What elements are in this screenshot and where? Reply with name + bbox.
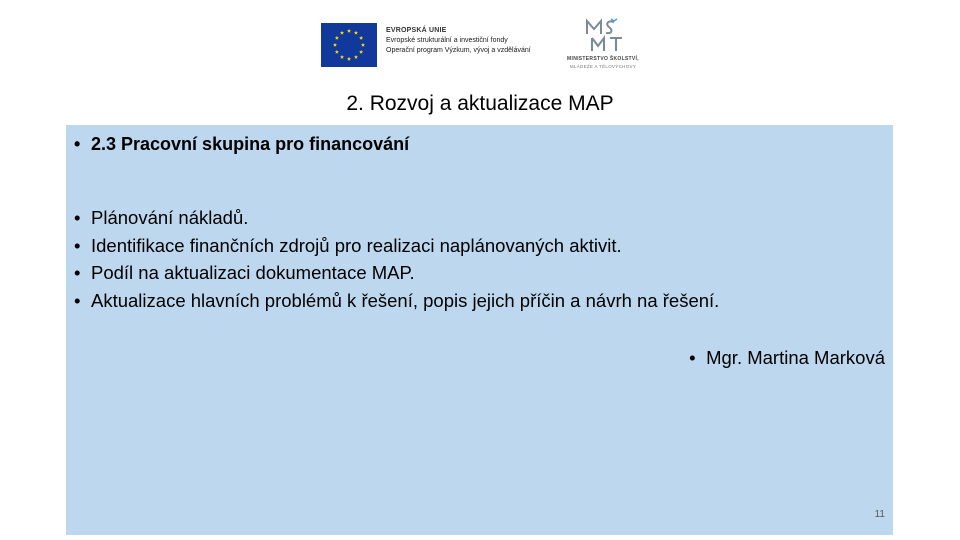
bullet-dot: • [689, 347, 696, 368]
msmt-caption [558, 56, 648, 70]
msmt-logo [558, 18, 648, 74]
eu-logo-title: EVROPSKÁ UNIE [386, 27, 447, 34]
list-item-text: Aktualizace hlavních problémů k řešení, popis jejich příčin a návrh na řešení. [91, 289, 720, 311]
signature [689, 347, 885, 369]
section-heading [74, 134, 409, 155]
list-item [74, 259, 719, 287]
eu-star-icon [335, 36, 339, 40]
eu-logo-text [386, 26, 556, 56]
eu-star-icon [361, 43, 365, 47]
list-item-text: Plánování nákladů. [91, 207, 249, 228]
eu-stars-icon [321, 23, 377, 67]
eu-star-icon [340, 55, 344, 59]
eu-logo-line3: Operační program Výzkum, vývoj a vzdělávání [386, 47, 531, 54]
eu-logo [318, 20, 550, 70]
list-item [74, 232, 719, 260]
bullet-dot: • [74, 262, 81, 283]
bullet-dot: • [74, 234, 81, 256]
content-box [66, 125, 893, 535]
page-number: 11 [874, 509, 885, 520]
section-heading-text: 2.3 Pracovní skupina pro financování [91, 134, 410, 154]
bullet-dot: • [74, 289, 81, 311]
eu-star-icon [359, 50, 363, 54]
eu-star-icon [340, 31, 344, 35]
bullet-dot: • [74, 134, 81, 154]
list-item [74, 204, 719, 232]
bullet-list [74, 204, 719, 314]
eu-flag-icon [321, 23, 377, 67]
eu-star-icon [347, 57, 351, 61]
eu-star-icon [354, 31, 358, 35]
logo-bar [318, 18, 658, 74]
list-item-text: Podíl na aktualizaci dokumentace MAP. [91, 262, 415, 283]
eu-star-icon [333, 43, 337, 47]
eu-star-icon [347, 29, 351, 33]
eu-star-icon [335, 50, 339, 54]
bullet-dot: • [74, 207, 81, 228]
msmt-mark-icon [584, 18, 624, 54]
eu-star-icon [354, 55, 358, 59]
signature-text: Mgr. Martina Marková [706, 347, 885, 368]
list-item-text: Identifikace finančních zdrojů pro realizaci naplánovaných aktivit. [91, 234, 622, 256]
slide-title: 2. Rozvoj a aktualizace MAP [346, 92, 614, 115]
eu-logo-line2: Evropské strukturální a investiční fondy [386, 37, 508, 44]
msmt-caption-line2: MLÁDEŽE A TĚLOVÝCHOVY [569, 64, 637, 69]
eu-star-icon [359, 36, 363, 40]
msmt-caption-line1: MINISTERSTVO ŠKOLSTVÍ, [567, 56, 639, 62]
list-item [74, 287, 719, 315]
